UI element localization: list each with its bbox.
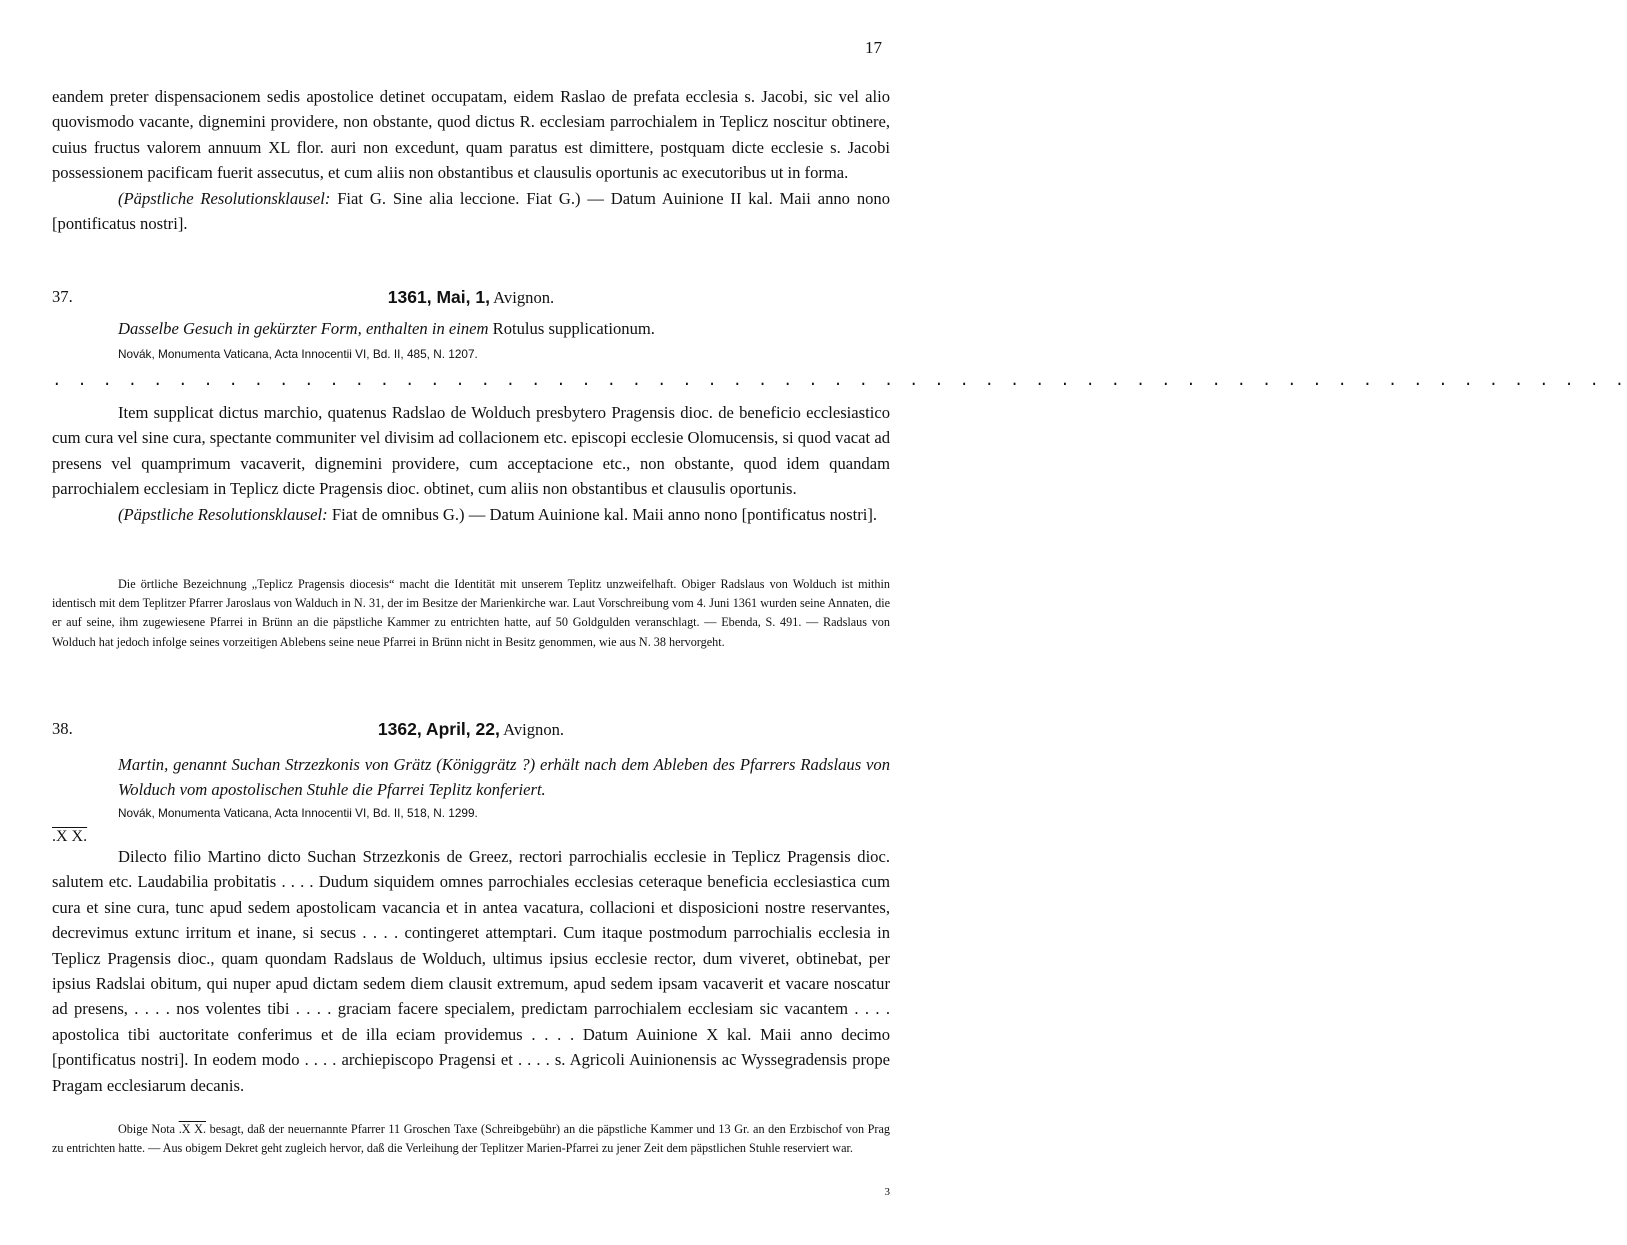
previous-document-continuation [52, 84, 890, 236]
note-paragraph [52, 1120, 890, 1158]
continuation-paragraph: eandem preter dispensacionem sedis apostolice detinet occupatam, eidem Raslao de prefata ecclesia s. Jacobi, sic vel alio quovismodo vacante, dignemini providere, non obstante, quod dictus R. ecclesiam parrochialem in Teplicz noscitur obtinere, cuius fructus valorem annuum XL flor. auri non excedunt, quam paratus est dimittere, postquam dicte ecclesie s. Jacobi possessionem pacificam fuerit assecutus, et cum aliis non obstantibus et clausulis oportunis ac executoribus ut in forma. [52, 87, 890, 183]
document-page [52, 0, 1627, 1245]
document-date [52, 719, 890, 740]
document-37-header [52, 287, 890, 311]
resolution-clause [52, 186, 890, 237]
clause-label: (Päpstliche Resolutionsklausel: [118, 188, 331, 208]
date-text: 1362, April, 22, [377, 719, 500, 739]
document-37-text [52, 400, 890, 527]
document-38-header [52, 719, 890, 743]
document-37-summary [52, 316, 890, 341]
clause-text: Fiat de omnibus G.) — Datum Auinione kal. Maii anno nono [pontificatus nostri]. [327, 504, 878, 524]
document-37-note [52, 575, 890, 652]
document-37-source: Novák, Monumenta Vaticana, Acta Innocentii VI, Bd. II, 485, N. 1207. [118, 347, 478, 361]
supplication-text: Item supplicat dictus marchio, quatenus Radslao de Wolduch presbytero Pragensis dioc. de beneficio ecclesiastico cum cura vel sine cura, spectante communiter vel divisim ad collacionem etc. episcopi ecclesie Olomucensis, si quod vacat ad presens vel quamprimum vacaverit, dignemini providere, cum acceptacione etc., non obstante, quod idem quandam parrochialem ecclesiam in Teplicz dicte Pragensis dioc. obtinet, cum aliis non obstantibus et clausulis oportunis. [52, 403, 890, 499]
resolution-clause [52, 502, 890, 527]
omission-dots: . . . . . . . . . . . . . . . . . . . . . . . . . . . . . . . . . . . . . . . . . . . . . . . . . . . . . . . . . . . . . . . [52, 372, 1627, 390]
clause-label: (Päpstliche Resolutionsklausel: [118, 504, 328, 524]
document-date [52, 287, 890, 308]
note-mark: .X X. [178, 1122, 206, 1136]
document-38-summary [52, 752, 890, 803]
footer-mark: 3 [884, 1186, 890, 1198]
document-38-note [52, 1120, 890, 1158]
summary-italic: Dasselbe Gesuch in gekürzter Form, enthalten in einem [118, 319, 489, 338]
decree-text: Dilecto filio Martino dicto Suchan Strzezkonis de Greez, rectori parrochialis ecclesie in Teplicz Pragensis dioc. salutem etc. Laudabilia probitatis . . . . Dudum siquidem omnes parrochiales ecclesias ceteraque beneficia ecclesiastica cum cura et sine cura, tunc apud sedem apostolicam vacancia et in antea vacatura, collacioni et disposicioni nostre reservantes, decrevimus extunc irritum et inane, si secus . . . . contingeret attemptari. Cum itaque postmodum parrochialis ecclesia in Teplicz Pragensis dioc., quam quondam Radslaus de Wolduch, ultimus ipsius ecclesie rector, dum viveret, obtinebat, per ipsius Radslai obitum, qui nuper apud dictam sedem diem clausit extremum, apud sedem ipsam vacaverit et vacare noscatur ad presens, . . . . nos volentes tibi . . . . graciam facere specialem, predictam parrochialem ecclesiam sic vacantem . . . . apostolica tibi auctoritate conferimus et de illa eciam providemus . . . . Datum Auinione X kal. Maii anno decimo [pontificatus nostri]. In eodem modo . . . . archiepiscopo Pragensi et . . . . s. Agricoli Auinionensis ac Wyssegradensis prope Pragam ecclesiarum decanis. [52, 847, 890, 1095]
document-38-text [52, 844, 890, 1098]
date-text: 1361, Mai, 1, [387, 287, 490, 307]
note-rest: besagt, daß der neuernannte Pfarrer 11 Groschen Taxe (Schreibgebühr) an die päpstliche Kammer und 13 Gr. an den Erzbischof von Prag zu entrichten hatte. — Aus obigem Dekret geht zugleich hervor, daß die Verleihung der Teplitzer Marien-Pfarrei zu jener Zeit dem päpstlichen Stuhle reserviert war. [52, 1122, 890, 1156]
note-text: Die örtliche Bezeichnung „Teplicz Pragensis diocesis“ macht die Identität mit unserem Teplitz unzweifelhaft. Obiger Radslaus von Wolduch ist mithin identisch mit dem Teplitzer Pfarrer Jaroslaus von Walduch in N. 31, der im Besitze der Marienkirche war. Laut Vorschreibung vom 4. Juni 1361 wurden seine Annaten, die er auf seine, ihm zugewiesene Pfarrei in Brünn an die päpstliche Kammer zu entrichten hatte, auf 50 Goldgulden veranschlagt. — Ebenda, S. 491. — Radslaus von Wolduch hat jedoch infolge seines vorzeitigen Ablebens seine neue Pfarrei in Brünn nicht in Besitz genommen, wie aus N. 38 hervorgeht. [52, 577, 890, 649]
document-number: 37. [52, 287, 73, 306]
document-38-source: Novák, Monumenta Vaticana, Acta Innocentii VI, Bd. II, 518, N. 1299. [118, 806, 478, 820]
place-text: Avignon. [499, 720, 565, 739]
place-text: Avignon. [489, 288, 555, 307]
note-lead: Obige Nota [118, 1122, 179, 1136]
page-number: 17 [865, 38, 882, 57]
summary-rest: Rotulus supplicationum. [488, 319, 655, 338]
document-number: 38. [52, 719, 73, 738]
clause-text: Fiat G. Sine alia leccione. Fiat G.) — Datum Auinione II kal. Maii anno nono [pontificatus nostri]. [52, 188, 891, 234]
tax-mark-text: .X X. [52, 828, 88, 845]
summary-text: Martin, genannt Suchan Strzezkonis von Grätz (Königgrätz ?) erhält nach dem Ableben des Pfarrers Radslaus von Wolduch vom apostolischen Stuhle die Pfarrei Teplitz konferiert. [118, 755, 890, 800]
